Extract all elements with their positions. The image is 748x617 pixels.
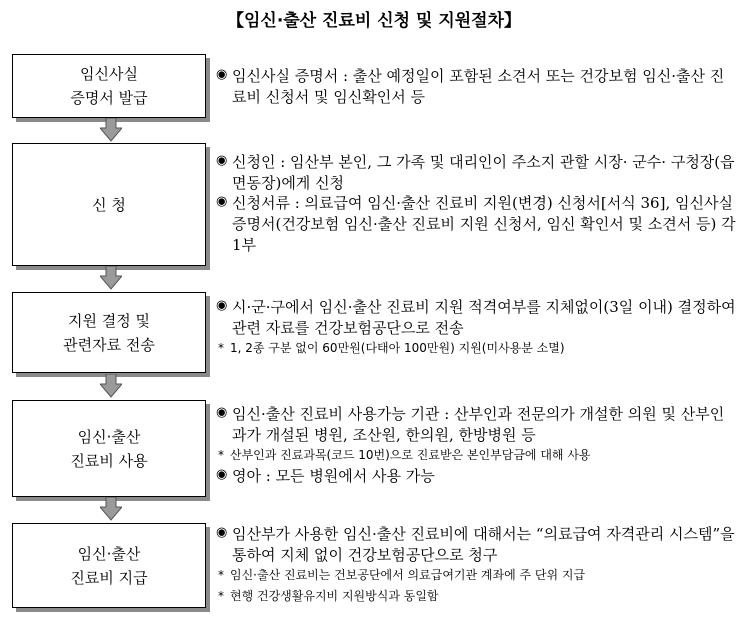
bullet-icon: ◉ (216, 67, 228, 82)
step-certificate-box (12, 54, 206, 118)
down-arrow-icon (100, 118, 122, 142)
step-certificate-description (216, 66, 736, 107)
step-label: 임신·출산 진료비 지급 (70, 544, 148, 587)
down-arrow-icon (100, 497, 122, 521)
down-arrow-icon (100, 266, 122, 290)
step-payment-description (216, 524, 736, 606)
description-note: * 임신·출산 진료비는 건보공단에서 의료급여기관 계좌에 주 단위 지급 (218, 568, 586, 583)
step-label: 신 청 (92, 195, 126, 214)
step-usage-description (216, 404, 736, 486)
description-item: ◉ 시·군·구에서 임신·출산 진료비 지원 적격여부를 지체없이(3일 이내) 결정하여 관련 자료를 건강보험공단으로 전송 (216, 298, 736, 337)
description-item: ◉ 신청인 : 임산부 본인, 그 가족 및 대리인이 주소지 관할 시장· 군수· 구청장(읍면동장)에게 신청 (216, 153, 735, 192)
step-payment-box (12, 523, 206, 608)
step-label: 지원 결정 및 관련자료 전송 (63, 311, 155, 354)
step-application-description (216, 152, 736, 255)
bullet-icon: ◉ (216, 153, 228, 168)
bullet-icon: ◉ (216, 298, 228, 313)
bullet-icon: ◉ (216, 405, 228, 420)
step-usage-box (12, 400, 206, 497)
bullet-icon: ◉ (216, 525, 228, 540)
step-decision-description (216, 297, 736, 359)
bullet-icon: ◉ (216, 466, 228, 482)
description-note: * 1, 2종 구분 없이 60만원(다태아 100만원) 지원(미사용분 소멸) (218, 341, 565, 356)
description-note: * 현행 건강생활유지비 지원방식과 동일함 (218, 588, 439, 603)
step-decision-box (12, 292, 206, 373)
down-arrow-icon (100, 374, 122, 398)
description-item: ◉ 신청서류 : 의료급여 임신·출산 진료비 지원(변경) 신청서[서식 36], 임신사실 증명서(건강보험 임신·출산 진료비 지원 신청서, 임신 확인서 및 소견서 등) 각 1부 (216, 194, 736, 254)
description-item: ◉ 영아 : 모든 병원에서 사용 가능 (216, 466, 435, 485)
description-item: ◉ 임신·출산 진료비 사용가능 기관 : 산부인과 전문의가 개설한 의원 및 산부인과가 개설된 병원, 조산원, 한의원, 한방병원 등 (216, 405, 725, 444)
description-item: ◉ 임산부가 사용한 임신·출산 진료비에 대해서는 “의료급여 자격관리 시스템”을 통하여 지체 없이 건강보험공단으로 청구 (216, 525, 735, 564)
bullet-icon: ◉ (216, 194, 228, 210)
description-item: ◉ 임신사실 증명서 : 출산 예정일이 포함된 소견서 또는 건강보험 임신·출산 진료비 신청서 및 임신확인서 등 (216, 67, 725, 106)
step-label: 임신·출산 진료비 사용 (70, 427, 148, 470)
step-label: 임신사실 증명서 발급 (70, 65, 148, 107)
description-note: * 산부인과 진료과목(코드 10번)으로 진료받은 본인부담금에 대해 사용 (218, 448, 591, 463)
step-application-box (12, 143, 206, 266)
page-title: 【임신·출산 진료비 신청 및 지원절차】 (226, 11, 522, 31)
